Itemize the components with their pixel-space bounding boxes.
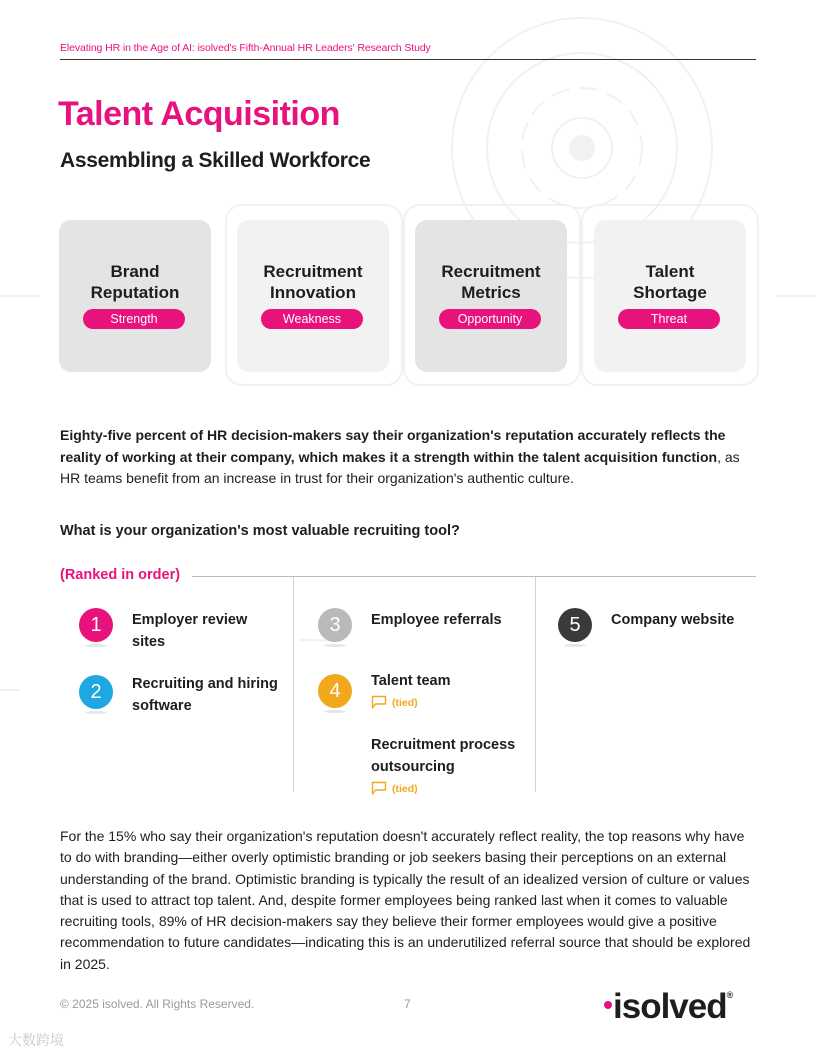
- rank-3-badge: 3: [318, 608, 352, 642]
- rank-4a-label: Talent team: [371, 673, 451, 689]
- swot-tag-weakness: Weakness: [261, 309, 363, 329]
- page-subtitle: Assembling a Skilled Workforce: [60, 149, 371, 172]
- rank-1-label: Employer review sites: [132, 612, 248, 650]
- swot-card-opportunity: [415, 220, 567, 372]
- page-title: Talent Acquisition: [58, 95, 340, 133]
- divider: [192, 576, 756, 577]
- swot-tag-threat: Threat: [618, 309, 720, 329]
- intro-paragraph: [60, 425, 740, 490]
- intro-bold: Eighty-five percent of HR decision-makers say their organization's reputation accurately reflects the reality of working at their company, which makes it a strength within the talent acquisition function: [60, 427, 726, 465]
- header-rule: [60, 42, 756, 60]
- ranked-label: (Ranked in order): [60, 567, 181, 583]
- intro-rest: , as HR teams benefit from an increase in trust for their organization's authentic culture.: [60, 448, 740, 486]
- rank-4a-tied: (tied): [371, 695, 418, 709]
- running-title: Elevating HR in the Age of AI: isolved's Fifth-Annual HR Leaders' Research Study: [60, 42, 431, 54]
- column-divider: [535, 577, 536, 792]
- rank-2-label: Recruiting and hiring software: [132, 676, 278, 714]
- swot-tag-opportunity: Opportunity: [439, 309, 541, 329]
- isolved-logo: isolved®: [604, 975, 733, 1015]
- swot-card-title: Talent Shortage: [633, 262, 707, 302]
- swot-card-title: Recruitment Innovation: [263, 262, 363, 302]
- flag-icon: [371, 695, 387, 709]
- rank-4b-label: Recruitment process outsourcing: [371, 737, 516, 775]
- swot-card-weakness: [237, 220, 389, 372]
- watermark: 大数跨境: [8, 1032, 64, 1048]
- swot-card-title: Recruitment Metrics: [441, 262, 541, 302]
- survey-question: What is your organization's most valuable recruiting tool?: [60, 523, 460, 539]
- swot-card-strength: [59, 220, 211, 372]
- column-divider: [293, 577, 294, 792]
- rank-5-badge: 5: [558, 608, 592, 642]
- swot-card-title: Brand Reputation: [90, 262, 180, 302]
- body-paragraph: For the 15% who say their organization's reputation doesn't accurately reflect reality, the top reasons why have to do with branding—either overly optimistic branding or job seekers basing their perceptions on an external understanding of the brand. Optimistic branding is typically the result of an idealized version of culture or values that is used to attract top talent. And, despite former employees being ranked last when it comes to valuable recruiting tools, 89% of HR decision-makers say they believe their former employees would give a positive recommendation to future candidates—indicating this is an underutilized referral source that should be explored in 2025.: [60, 828, 751, 972]
- page-number: 7: [404, 997, 411, 1011]
- flag-icon: [371, 781, 387, 795]
- rank-4b-tied: (tied): [371, 781, 418, 795]
- copyright: © 2025 isolved. All Rights Reserved.: [60, 997, 255, 1011]
- swot-tag-strength: Strength: [83, 309, 185, 329]
- rank-1-badge: 1: [79, 608, 113, 642]
- rank-3-label: Employee referrals: [371, 612, 502, 628]
- rank-5-label: Company website: [611, 612, 735, 628]
- logo-dot-icon: [604, 1001, 612, 1009]
- swot-card-threat: [594, 220, 746, 372]
- rank-4-badge: 4: [318, 674, 352, 708]
- rank-2-badge: 2: [79, 675, 113, 709]
